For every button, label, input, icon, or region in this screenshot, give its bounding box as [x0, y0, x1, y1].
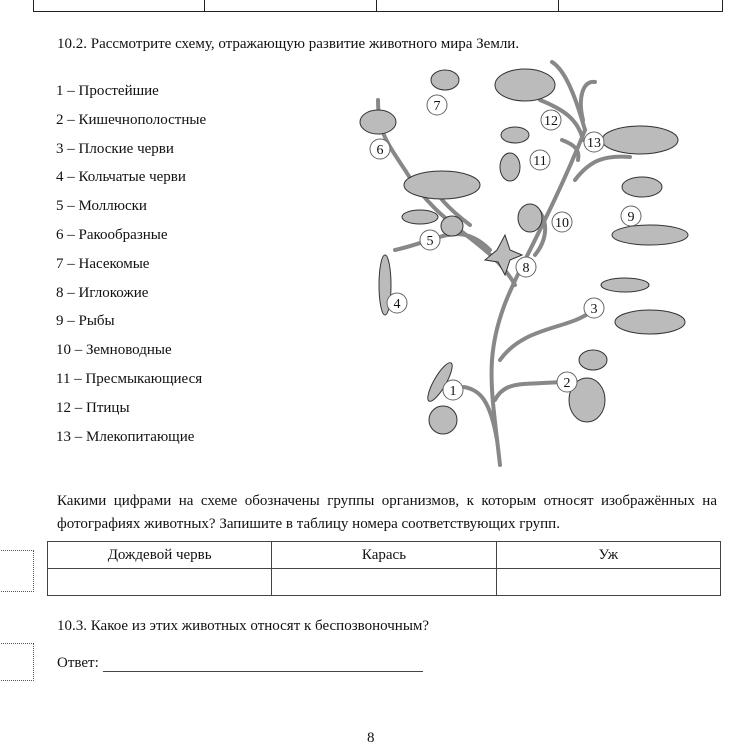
- legend-item: 4 – Кольчатые черви: [56, 169, 186, 186]
- legend-item: 9 – Рыбы: [56, 313, 115, 330]
- answer-field[interactable]: [103, 657, 423, 672]
- snake-icon: [500, 153, 520, 181]
- svg-text:13: 13: [587, 136, 601, 151]
- tree-trunk: [492, 130, 585, 465]
- answer-table: [47, 541, 721, 596]
- previous-answer-table: [33, 0, 723, 12]
- answer-cell-earthworm[interactable]: [48, 569, 272, 596]
- table-header-row: [48, 542, 721, 569]
- legend-item: 3 – Плоские черви: [56, 140, 174, 157]
- eagle-icon: [495, 69, 555, 101]
- table-divider: [376, 0, 377, 11]
- question-10-2-title: 10.2. Рассмотрите схему, отражающую развитие животного мира Земли.: [57, 36, 520, 52]
- legend-item: 1 – Простейшие: [56, 83, 159, 99]
- svg-text:8: 8: [522, 261, 530, 276]
- branch-3: [500, 310, 593, 360]
- snail-icon: [402, 210, 438, 224]
- frog-icon: [518, 204, 542, 232]
- svg-text:3: 3: [590, 302, 598, 317]
- label-circle-2: [557, 372, 577, 392]
- svg-text:9: 9: [627, 210, 635, 225]
- shark-icon: [612, 225, 688, 245]
- fish-icon: [622, 177, 662, 197]
- answer-label: Ответ:: [57, 655, 99, 671]
- label-circle-1: [443, 380, 463, 400]
- label-circle-4: [387, 293, 407, 313]
- svg-text:10: 10: [555, 216, 569, 231]
- legend-item: 7 – Насекомые: [56, 255, 150, 272]
- label-circle-7: [427, 95, 447, 115]
- label-circle-8: [516, 257, 536, 277]
- shell-icon: [441, 216, 463, 236]
- butterfly-icon: [431, 70, 459, 90]
- question-prompt: Какими цифрами на схеме обозначены группы организмов, к которым относят изображённых на фотографиях животных? Запишите в таблицу номера соответствующих групп.: [57, 493, 717, 532]
- answer-line-group: [57, 655, 423, 672]
- svg-text:12: 12: [544, 114, 558, 129]
- answer-cell-grass-snake[interactable]: [496, 569, 720, 596]
- header-crucian-carp: Карась: [272, 542, 496, 569]
- animal-illustrations: [360, 69, 688, 434]
- table-divider: [558, 0, 559, 11]
- question-10-3-title: 10.3. Какое из этих животных относят к беспозвоночным?: [57, 618, 430, 634]
- score-box-10-2: [0, 550, 34, 592]
- svg-text:5: 5: [426, 234, 434, 249]
- header-earthworm: Дождевой червь: [48, 542, 272, 569]
- header-grass-snake: Уж: [496, 542, 720, 569]
- answer-cell-crucian-carp[interactable]: [272, 569, 496, 596]
- branch-2: [495, 382, 560, 400]
- amoeba-icon: [429, 406, 457, 434]
- svg-text:1: 1: [449, 384, 457, 399]
- turtle-icon: [501, 127, 529, 143]
- label-circle-11: [530, 150, 550, 170]
- group-legend: [56, 77, 206, 451]
- legend-item: 12 – Птицы: [56, 399, 130, 416]
- branch-13: [581, 82, 595, 120]
- page-number: 8: [367, 730, 375, 746]
- label-circle-5: [420, 230, 440, 250]
- legend-item: 6 – Ракообразные: [56, 226, 168, 243]
- svg-text:2: 2: [563, 376, 571, 391]
- legend-item: 13 – Млекопитающие: [56, 428, 195, 445]
- branch-9: [575, 157, 630, 180]
- svg-text:7: 7: [433, 99, 441, 114]
- flatworm-icon: [601, 278, 649, 292]
- svg-text:4: 4: [393, 297, 401, 312]
- legend-item: 5 – Моллюски: [56, 198, 147, 215]
- label-circle-10: [552, 212, 572, 232]
- legend-item: 8 – Иглокожие: [56, 284, 149, 301]
- label-circle-12: [541, 110, 561, 130]
- crab-icon: [360, 110, 396, 134]
- label-circle-6: [370, 139, 390, 159]
- svg-text:11: 11: [533, 154, 547, 169]
- table-answer-row: [48, 569, 721, 596]
- octopus-icon: [404, 171, 480, 199]
- score-box-10-3: [0, 643, 34, 681]
- tiger-icon: [602, 126, 678, 154]
- table-divider: [204, 0, 205, 11]
- label-circle-3: [584, 298, 604, 318]
- legend-item: 11 – Пресмыкающиеся: [56, 370, 203, 387]
- legend-item: 2 – Кишечнополостные: [56, 111, 207, 128]
- svg-text:6: 6: [376, 143, 384, 158]
- label-circle-9: [621, 206, 641, 226]
- tapeworm-icon: [615, 310, 685, 334]
- hydra-icon: [579, 350, 607, 370]
- legend-item: 10 – Земноводные: [56, 342, 172, 359]
- label-circle-13: [584, 132, 604, 152]
- evolution-tree-scheme: [350, 60, 730, 480]
